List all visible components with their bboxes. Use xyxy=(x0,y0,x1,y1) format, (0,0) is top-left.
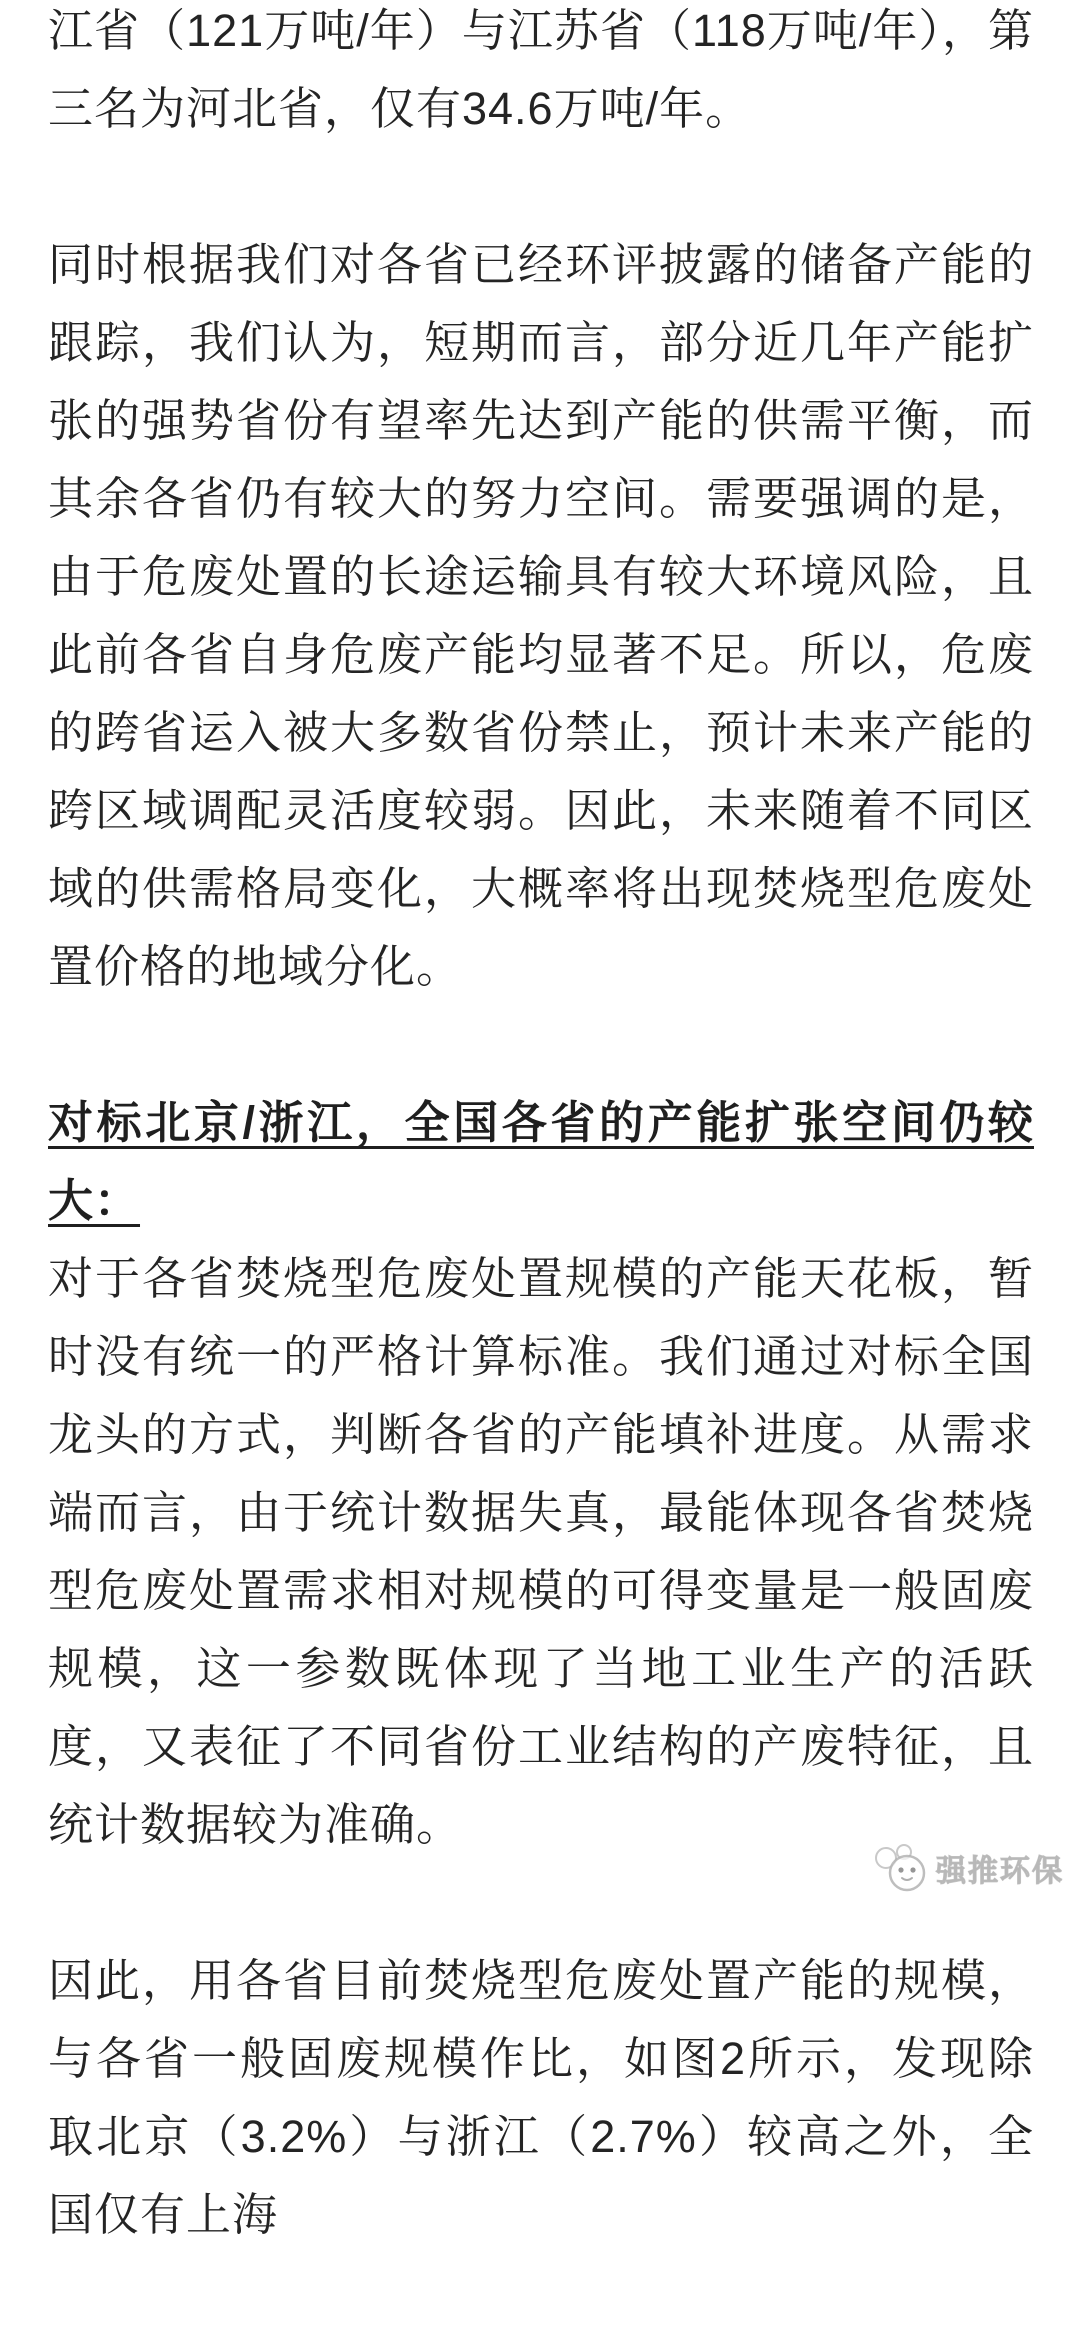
article-body xyxy=(48,0,1034,2332)
paragraph-4: 因此，用各省目前焚烧型危废处置产能的规模，与各省一般固废规模作比，如图2所示，发现除取北京（3.2%）与浙江（2.7%）较高之外，全国仅有上海 xyxy=(48,1955,1034,2240)
watermark-label: 强推环保 xyxy=(936,1855,1064,1888)
paragraph-3 xyxy=(48,1084,1034,1864)
paragraph-1: 江省（121万吨/年）与江苏省（118万吨/年），第三名为河北省，仅有34.6万吨/年。 xyxy=(48,5,1034,134)
paragraph-2: 同时根据我们对各省已经环评披露的储备产能的跟踪，我们认为，短期而言，部分近几年产能扩张的强势省份有望率先达到产能的供需平衡，而其余各省仍有较大的努力空间。需要强调的是，由于危废处置的长途运输具有较大环境风险，且此前各省自身危废产能均显著不足。所以，危废的跨省运入被大多数省份禁止，预计未来产能的跨区域调配灵活度较弱。因此，未来随着不同区域的供需格局变化，大概率将出现焚烧型危废处置价格的地域分化。 xyxy=(48,239,1034,992)
paragraph-3-text: 对于各省焚烧型危废处置规模的产能天花板，暂时没有统一的严格计算标准。我们通过对标全国龙头的方式，判断各省的产能填补进度。从需求端而言，由于统计数据失真，最能体现各省焚烧型危废处置需求相对规模的可得变量是一般固废规模，这一参数既体现了当地工业生产的活跃度，又表征了不同省份工业结构的产废特征，且统计数据较为准确。 xyxy=(48,1253,1034,1850)
section-heading: 对标北京/浙江，全国各省的产能扩张空间仍较大： xyxy=(48,1097,1034,1226)
